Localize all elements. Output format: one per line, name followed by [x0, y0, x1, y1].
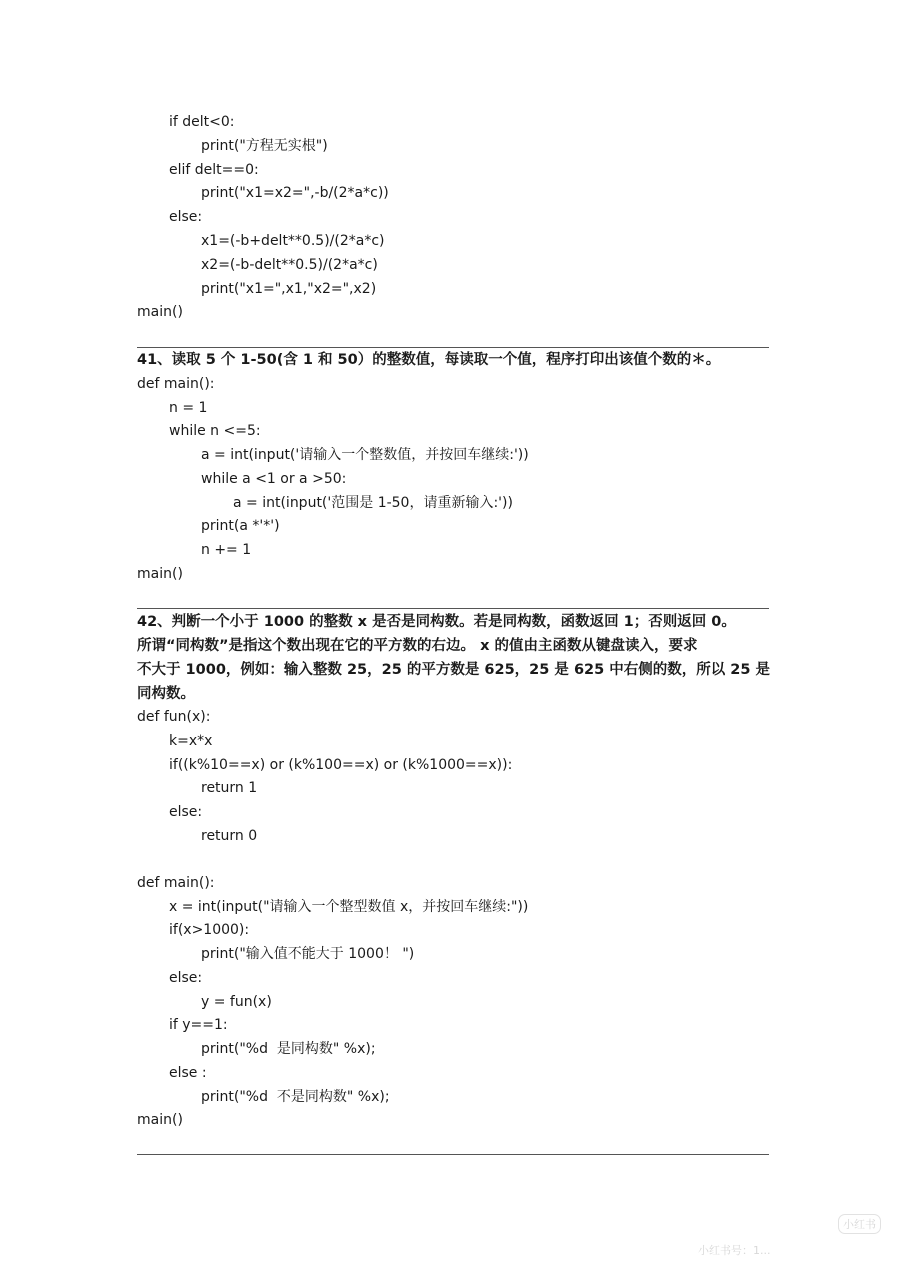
code-line: print("x1=x2=",-b/(2*a*c)): [201, 185, 389, 201]
watermark-logo: 小红书: [838, 1214, 881, 1234]
code-line: else:: [169, 804, 203, 820]
code-line: x = int(input("请输入一个整型数值 x，并按回车继续:")): [169, 899, 529, 915]
code-line: else :: [169, 1065, 207, 1081]
code-line: if((k%10==x) or (k%100==x) or (k%1000==x)):: [169, 757, 513, 773]
code-line: else:: [169, 970, 203, 986]
code-line: def main():: [137, 875, 215, 891]
code-line: main(): [137, 566, 183, 582]
code-line: a = int(input('请输入一个整数值，并按回车继续:')): [201, 447, 529, 463]
watermark-text: 小红书号：1...: [698, 1244, 771, 1257]
code-line: elif delt==0:: [169, 162, 259, 178]
code-line: while a <1 or a >50:: [201, 471, 347, 487]
question-42-title-line: 所谓“同构数”是指这个数出现在它的平方数的右边。 x 的值由主函数从键盘读入，要求: [137, 638, 698, 654]
section-divider: [137, 608, 769, 609]
question-41-title: 41、读取 5 个 1-50(含 1 和 50）的整数值，每读取一个值，程序打印出该值个数的＊。: [137, 352, 721, 368]
code-line: k=x*x: [169, 733, 213, 749]
code-line: main(): [137, 304, 183, 320]
code-line: print("%d 不是同构数" %x);: [201, 1089, 390, 1105]
code-line: print("方程无实根"): [201, 138, 328, 154]
code-line: n = 1: [169, 400, 208, 416]
section-divider: [137, 347, 769, 348]
section-divider: [137, 1154, 769, 1155]
code-line: return 0: [201, 828, 258, 844]
code-line: x2=(-b-delt**0.5)/(2*a*c): [201, 257, 378, 273]
code-line: if y==1:: [169, 1017, 228, 1033]
code-line: print("%d 是同构数" %x);: [201, 1041, 376, 1057]
code-line: y = fun(x): [201, 994, 272, 1010]
code-line: print("x1=",x1,"x2=",x2): [201, 281, 377, 297]
code-line: return 1: [201, 780, 258, 796]
code-line: print(a *'*'): [201, 518, 280, 534]
question-42-title-line: 同构数。: [137, 686, 195, 702]
code-line: if delt<0:: [169, 114, 235, 130]
code-line: if(x>1000):: [169, 922, 250, 938]
question-42-title-line: 不大于 1000，例如：输入整数 25，25 的平方数是 625，25 是 625 中右侧的数，所以 25 是: [137, 662, 771, 678]
question-42-title-line: 42、判断一个小于 1000 的整数 x 是否是同构数。若是同构数，函数返回 1；否则返回 0。: [137, 614, 736, 630]
code-line: while n <=5:: [169, 423, 261, 439]
code-line: def fun(x):: [137, 709, 211, 725]
code-line: a = int(input('范围是 1-50，请重新输入:')): [233, 495, 513, 511]
code-line: def main():: [137, 376, 215, 392]
code-line: main(): [137, 1112, 183, 1128]
code-line: x1=(-b+delt**0.5)/(2*a*c): [201, 233, 385, 249]
code-line: print("输入值不能大于 1000！ "): [201, 946, 415, 962]
code-line: n += 1: [201, 542, 252, 558]
code-line: else:: [169, 209, 203, 225]
